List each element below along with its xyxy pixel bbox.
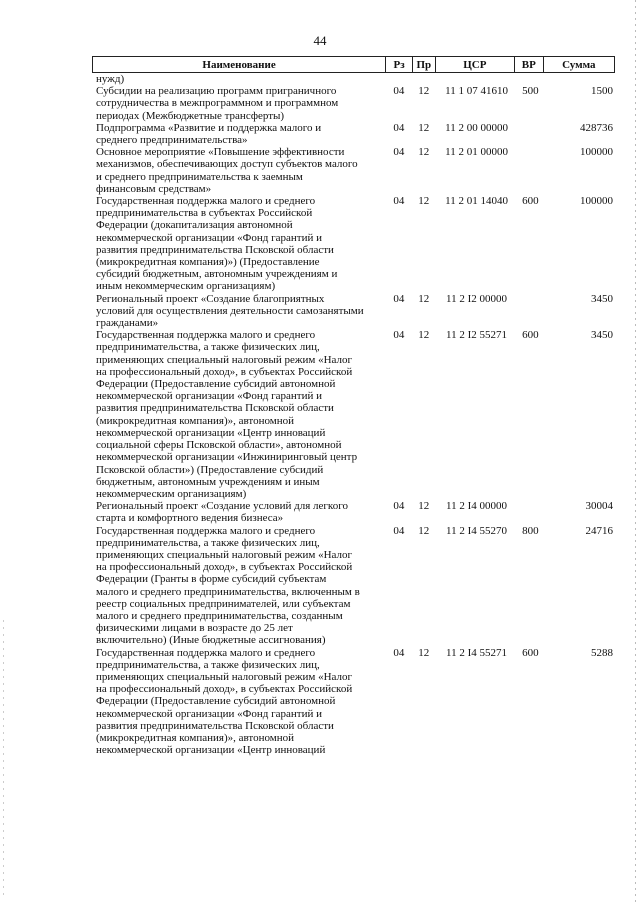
row-rz: 04 <box>393 500 405 513</box>
row-pr: 12 <box>418 646 430 659</box>
row-pr: 12 <box>418 292 430 305</box>
page-number: 44 <box>313 33 327 48</box>
row-vr: 500 <box>522 85 539 98</box>
row-rz: 04 <box>393 524 405 537</box>
row-pr: 12 <box>418 500 430 513</box>
table-row <box>96 73 613 85</box>
row-vr: 600 <box>522 329 539 342</box>
row-sum: 100000 <box>580 146 613 159</box>
row-csr: 11 2 01 14040 <box>445 195 508 208</box>
header-vr: ВР <box>515 57 544 72</box>
row-pr: 12 <box>418 524 430 537</box>
row-vr: 600 <box>522 195 539 208</box>
row-rz: 04 <box>393 146 405 159</box>
row-csr: 11 2 00 00000 <box>445 121 508 134</box>
row-pr: 12 <box>418 329 430 342</box>
row-sum: 1500 <box>591 85 613 98</box>
row-sum: 3450 <box>591 329 613 342</box>
header-name: Наименование <box>93 57 386 72</box>
row-sum: 24716 <box>585 524 613 537</box>
row-sum: 5288 <box>591 646 613 659</box>
table-body <box>96 73 613 756</box>
table-row <box>96 293 613 330</box>
row-rz: 04 <box>393 121 405 134</box>
row-csr <box>437 73 517 85</box>
row-vr <box>516 122 544 146</box>
scan-edge <box>635 0 636 905</box>
table-row <box>96 647 613 757</box>
row-name: Подпрограмма «Развитие и поддержка малого и среднего предпринимательства» <box>96 121 322 147</box>
row-csr: 11 2 I4 00000 <box>446 500 508 513</box>
row-rz <box>385 73 411 85</box>
table-header <box>92 56 615 73</box>
row-name: Государственная поддержка малого и среднего предпринимательства, а также физических лиц, применяющих специальный налоговый режим «Налог на профессиональный доход», в субъектах Российской Федерации (Предоставление субсидий автономной некоммерческой организации «Фонд гарантий и развития предпринимательства Псковской области (микрокредитная компания)», автономной некоммерческой организации «Центр инноваций <box>96 646 353 757</box>
table-row <box>96 195 613 293</box>
header-csr: ЦСР <box>436 57 515 72</box>
table-row <box>96 500 613 524</box>
row-csr: 11 2 I2 55271 <box>446 329 508 342</box>
row-name: Региональный проект «Создание благоприятных условий для осуществления деятельности самозанятыми гражданами» <box>96 292 364 330</box>
row-rz: 04 <box>393 329 405 342</box>
row-vr <box>516 73 544 85</box>
scan-edge-left <box>3 620 4 900</box>
row-name: Государственная поддержка малого и среднего предпринимательства в субъектах Российской Федерации (докапитализация автономной некоммерческой организации «Фонд гарантий и развития предпринимательства Псковской области (микрокредитная компания)») (Предоставление субсидий бюджетным, автономным учреждениям и иным некоммерческим организациям) <box>96 195 338 293</box>
header-sum: Сумма <box>562 58 596 71</box>
row-vr: 600 <box>522 646 539 659</box>
row-csr: 11 2 01 00000 <box>445 146 508 159</box>
row-rz: 04 <box>393 85 405 98</box>
row-name: Государственная поддержка малого и среднего предпринимательства, а также физических лиц, применяющих специальный налоговый режим «Налог на профессиональный доход», в субъектах Российской Федерации (Предоставление субсидий автономной некоммерческой организации «Фонд гарантий и развития предпринимательства Псковской области (микрокредитная компания)», автономной некоммерческой организации «Центр инноваций социальной сферы Псковской области», автономной некоммерческой организации «Инжиниринговый центр Псковской области») (Предоставление субсидий бюджетным, автономным учреждениям и иным некоммерческим организациям) <box>96 329 358 500</box>
row-pr <box>411 73 437 85</box>
row-sum: 3450 <box>591 292 613 305</box>
row-rz: 04 <box>393 646 405 659</box>
row-name: Региональный проект «Создание условий для легкого старта и комфортного ведения бизнеса» <box>96 500 348 525</box>
header-pr: Пр <box>413 57 436 72</box>
row-name: Основное мероприятие «Повышение эффективности механизмов, обеспечивающих доступ субъектов малого и среднего предпринимательства к заемным финансовым средствам» <box>96 146 358 195</box>
row-csr: 11 2 I2 00000 <box>446 292 508 305</box>
row-vr: 800 <box>522 524 539 537</box>
row-sum: 428736 <box>580 121 613 134</box>
row-sum <box>544 73 613 85</box>
row-vr <box>516 146 544 195</box>
header-rz: Рз <box>386 57 413 72</box>
row-name: нужд) <box>96 73 125 85</box>
row-pr: 12 <box>418 121 430 134</box>
row-sum: 100000 <box>580 195 613 208</box>
row-pr: 12 <box>418 85 430 98</box>
row-pr: 12 <box>418 195 430 208</box>
row-rz: 04 <box>393 195 405 208</box>
row-vr <box>516 500 544 524</box>
row-rz: 04 <box>393 292 405 305</box>
row-csr: 11 1 07 41610 <box>445 85 508 98</box>
row-name: Государственная поддержка малого и среднего предпринимательства, а также физических лиц, применяющих специальный налоговый режим «Налог на профессиональный доход», в субъектах Российской Федерации (Гранты в форме субсидий субъектам малого и среднего предпринимательства, включенным в реестр социальных предпринимателей, или субъектам малого и среднего предпринимательства, созданным физическими лицами в возрасте до 25 лет включительно) (Иные бюджетные ассигнования) <box>96 524 360 647</box>
row-csr: 11 2 I4 55270 <box>446 524 508 537</box>
row-vr <box>516 293 544 330</box>
table-row <box>96 122 613 146</box>
table-row <box>96 329 613 500</box>
row-sum: 30004 <box>585 500 613 513</box>
table-row <box>96 525 613 647</box>
table-row <box>96 146 613 195</box>
row-csr: 11 2 I4 55271 <box>446 646 508 659</box>
row-name: Субсидии на реализацию программ приграничного сотрудничества в межпрограммном и программном периодах (Межбюджетные трансферты) <box>96 85 339 122</box>
row-pr: 12 <box>418 146 430 159</box>
table-row <box>96 85 613 122</box>
